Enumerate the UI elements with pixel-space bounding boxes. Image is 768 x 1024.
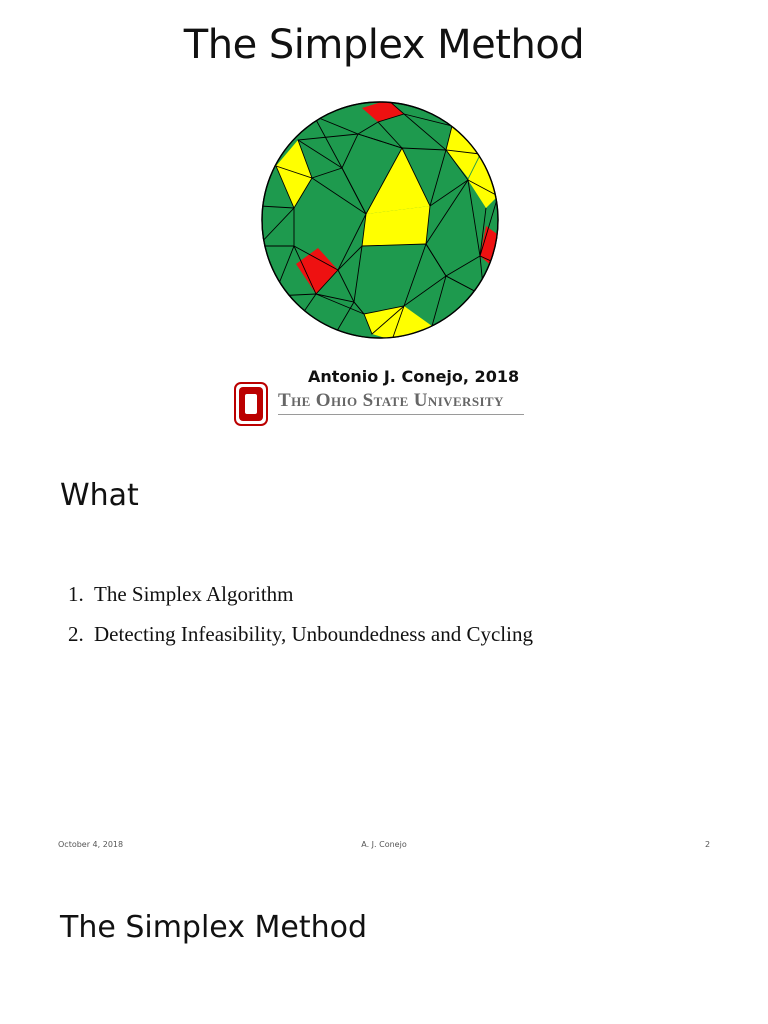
geodesic-sphere-icon bbox=[254, 96, 506, 346]
agenda-heading: What bbox=[60, 478, 139, 513]
page-number: 2 bbox=[705, 840, 711, 849]
author-credit: Antonio J. Conejo, 2018 bbox=[308, 367, 520, 386]
list-item bbox=[68, 582, 533, 607]
title-slide bbox=[0, 0, 768, 440]
list-item-number: 2. bbox=[68, 622, 84, 646]
section-heading: The Simplex Method bbox=[60, 910, 368, 945]
agenda-list bbox=[68, 582, 533, 662]
list-item-text: The Simplex Algorithm bbox=[94, 582, 294, 606]
list-item bbox=[68, 622, 533, 647]
university-underline bbox=[278, 414, 524, 415]
university-name: The Ohio State University bbox=[278, 390, 504, 411]
slide-title: The Simplex Method bbox=[183, 22, 585, 68]
list-item-text: Detecting Infeasibility, Unboundedness and Cycling bbox=[94, 622, 533, 646]
agenda-slide bbox=[0, 440, 768, 870]
footer-author: A. J. Conejo bbox=[361, 840, 407, 849]
block-o-logo-icon bbox=[234, 382, 268, 426]
section-slide bbox=[0, 870, 768, 1024]
footer-date: October 4, 2018 bbox=[58, 840, 124, 849]
list-item-number: 1. bbox=[68, 582, 84, 606]
